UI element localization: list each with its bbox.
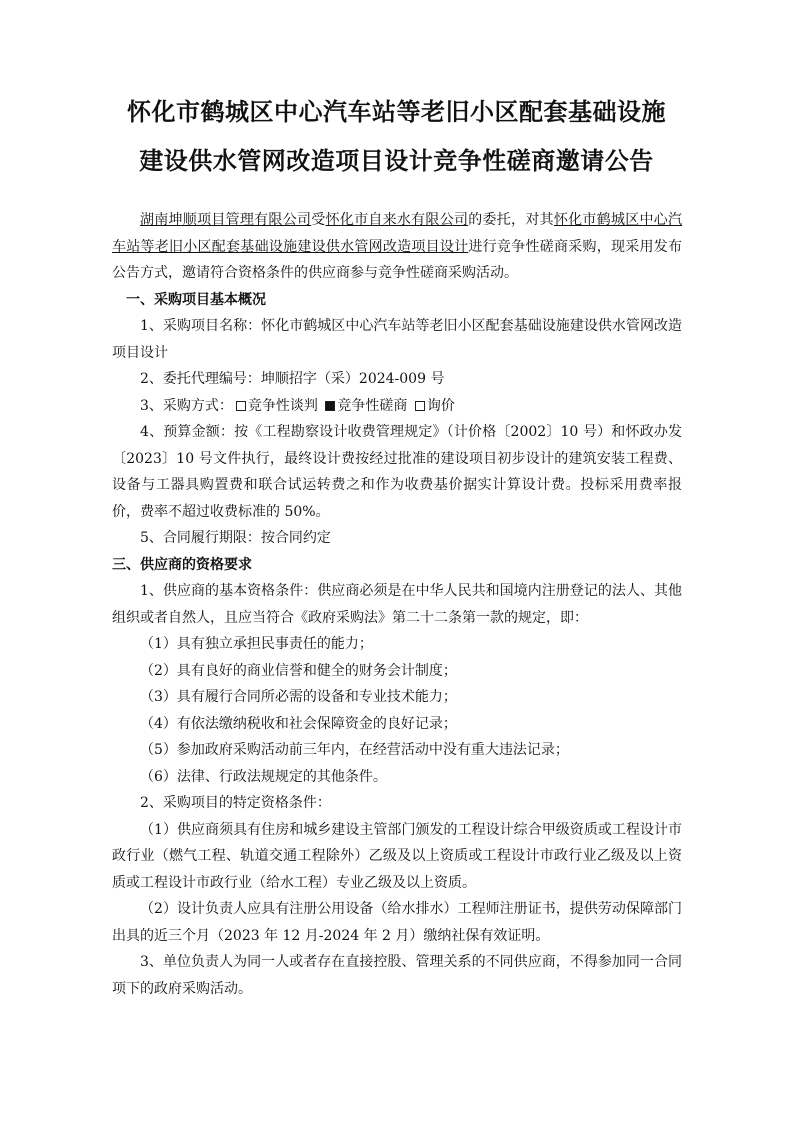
condition-item: （4）有依法缴纳税收和社会保障资金的良好记录； (140, 715, 457, 732)
special-condition-item: （2）设计负责人应具有注册公用设备（给水排水）工程师注册证书，提供劳动保障部门出具的近三个月（2023 年 12 月-2024 年 2 月）缴纳社保有效证明。 (112, 901, 682, 944)
condition-item: （6）法律、行政法规规定的其他条件。 (140, 768, 387, 785)
project-name: 怀化市鹤城区中心汽车站等老旧小区配套基础设施建设供水管网改造项目设计 (112, 212, 683, 255)
title-line-1: 怀化市鹤城区中心汽车站等老旧小区配套基础设施 (127, 98, 666, 126)
intro-text-3: 进行竞争性磋商采购，现采用发布公告方式，邀请符合资格条件的供应商参与竞争性磋商采购活动。 (112, 238, 683, 281)
intro-text-1: 受 (311, 212, 326, 228)
procurement-method-item (112, 393, 682, 420)
client-name: 怀化市自来水有限公司 (325, 212, 469, 228)
checkbox-negotiation (236, 401, 246, 411)
procurement-method-label: 3、采购方式： (140, 397, 233, 414)
budget-item: 4、预算金额：按《工程勘察设计收费管理规定》（计价格〔2002〕10 号）和怀政办发〔2023〕10 号文件执行，最终设计费按经过批准的建设项目初步设计的建筑安装工程费、设备与工器具购置费和联合试运转费之和作为收费基价据实计算设计费。投标采用费率报价，费率不超过收费标准的 50%。 (112, 424, 682, 520)
intro-paragraph (112, 207, 682, 287)
condition-item: （1）具有独立承担民事责任的能力； (140, 636, 373, 652)
condition-item: （2）具有良好的商业信誉和健全的财务会计制度； (140, 662, 457, 679)
option-negotiation: 竞争性谈判 (247, 397, 318, 414)
project-name-item: 1、采购项目名称：怀化市鹤城区中心汽车站等老旧小区配套基础设施建设供水管网改造项目设计 (112, 318, 682, 361)
section-1-heading: 一、采购项目基本概况 (126, 291, 266, 308)
title-line-2: 建设供水管网改造项目设计竞争性磋商邀请公告 (139, 147, 654, 175)
special-qualification-item: 2、采购项目的特定资格条件： (140, 795, 331, 811)
checkbox-inquiry (415, 401, 425, 411)
intro-text-2: 的委托，对其 (468, 212, 554, 228)
special-condition-item: （1）供应商须具有住房和城乡建设主管部门颁发的工程设计综合甲级资质或工程设计市政行业（燃气工程、轨道交通工程除外）乙级及以上资质或工程设计市政行业乙级及以上资质或工程设计市政行业（给水工程）专业乙级及以上资质。 (112, 821, 682, 891)
condition-item: （3）具有履行合同所必需的设备和专业技术能力； (140, 689, 457, 705)
agent-name: 湖南坤顺项目管理有限公司 (140, 212, 312, 228)
option-consultation: 竞争性磋商 (337, 397, 408, 414)
section-3-heading: 三、供应商的资格要求 (112, 556, 252, 573)
option-inquiry: 询价 (426, 397, 455, 414)
related-supplier-item: 3、单位负责人为同一人或者存在直接控股、管理关系的不同供应商，不得参加同一合同项下的政府采购活动。 (112, 954, 682, 997)
agency-number-item: 2、委托代理编号：坤顺招字（采）2024-009 号 (140, 371, 445, 387)
document-body (112, 207, 682, 1002)
basic-qualification-item: 1、供应商的基本资格条件：供应商必须是在中华人民共和国境内注册登记的法人、其他组织或者自然人，且应当符合《政府采购法》第二十二条第一款的规定，即： (112, 583, 682, 626)
contract-term-item: 5、合同履行期限：按合同约定 (140, 530, 331, 546)
checkbox-consultation (325, 401, 335, 411)
condition-item: （5）参加政府采购活动前三年内，在经营活动中没有重大违法记录； (140, 742, 569, 758)
